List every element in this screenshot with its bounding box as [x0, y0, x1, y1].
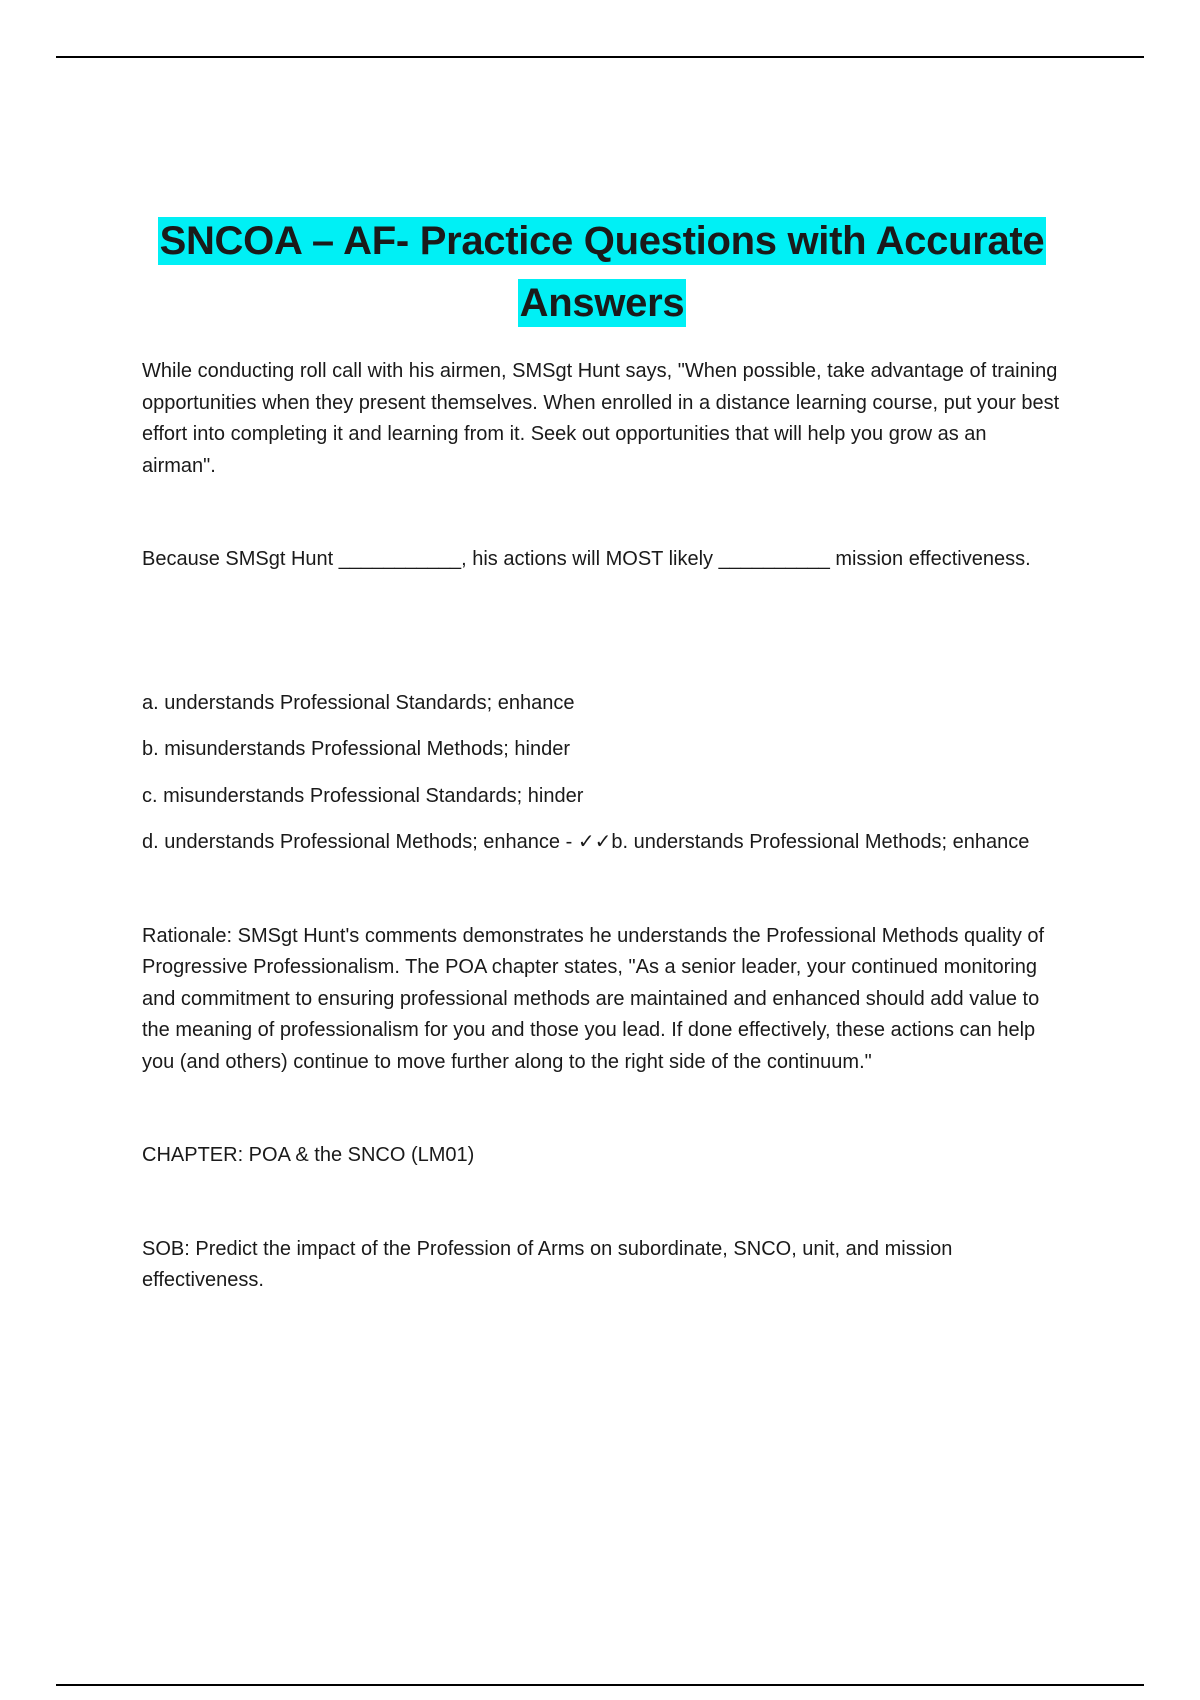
- title-highlight: SNCOA – AF- Practice Questions with Accurate Answers: [159, 219, 1045, 325]
- answer-option-d: d. understands Professional Methods; enhance - ✓✓b. understands Professional Methods; enhance: [142, 831, 1030, 853]
- question-prompt: Because SMSgt Hunt ___________, his actions will MOST likely __________ mission effectiveness.: [142, 548, 1031, 570]
- bottom-horizontal-rule: [56, 1684, 1144, 1686]
- question-text: While conducting roll call with his airmen, SMSgt Hunt says, "When possible, take advantage of training opportunities when they present themselves. When enrolled in a distance learning course, put your best effort into completing it and learning from it. Seek out opportunities that will help you grow as an airman".: [142, 360, 1060, 477]
- top-horizontal-rule: [56, 56, 1144, 58]
- chapter-text: CHAPTER: POA & the SNCO (LM01): [142, 1144, 475, 1166]
- answer-option-a: a. understands Professional Standards; enhance: [142, 691, 575, 714]
- document-body: [142, 210, 1062, 1297]
- answer-option-c: c. misunderstands Professional Standards; hinder: [142, 784, 584, 807]
- document-title: [142, 210, 1062, 334]
- answer-option-b: b. misunderstands Professional Methods; hinder: [142, 738, 571, 760]
- rationale-text: Rationale: SMSgt Hunt's comments demonstrates he understands the Professional Methods quality of Progressive Professionalism. The POA chapter states, "As a senior leader, your continued monitoring and commitment to ensuring professional methods are maintained and enhanced should add value to the meaning of professionalism for you and those you lead. If done effectively, these actions can help you (and others) continue to move further along to the right side of the continuum.": [142, 924, 1045, 1073]
- sob-text: SOB: Predict the impact of the Profession of Arms on subordinate, SNCO, unit, and mission effectiveness.: [142, 1237, 953, 1291]
